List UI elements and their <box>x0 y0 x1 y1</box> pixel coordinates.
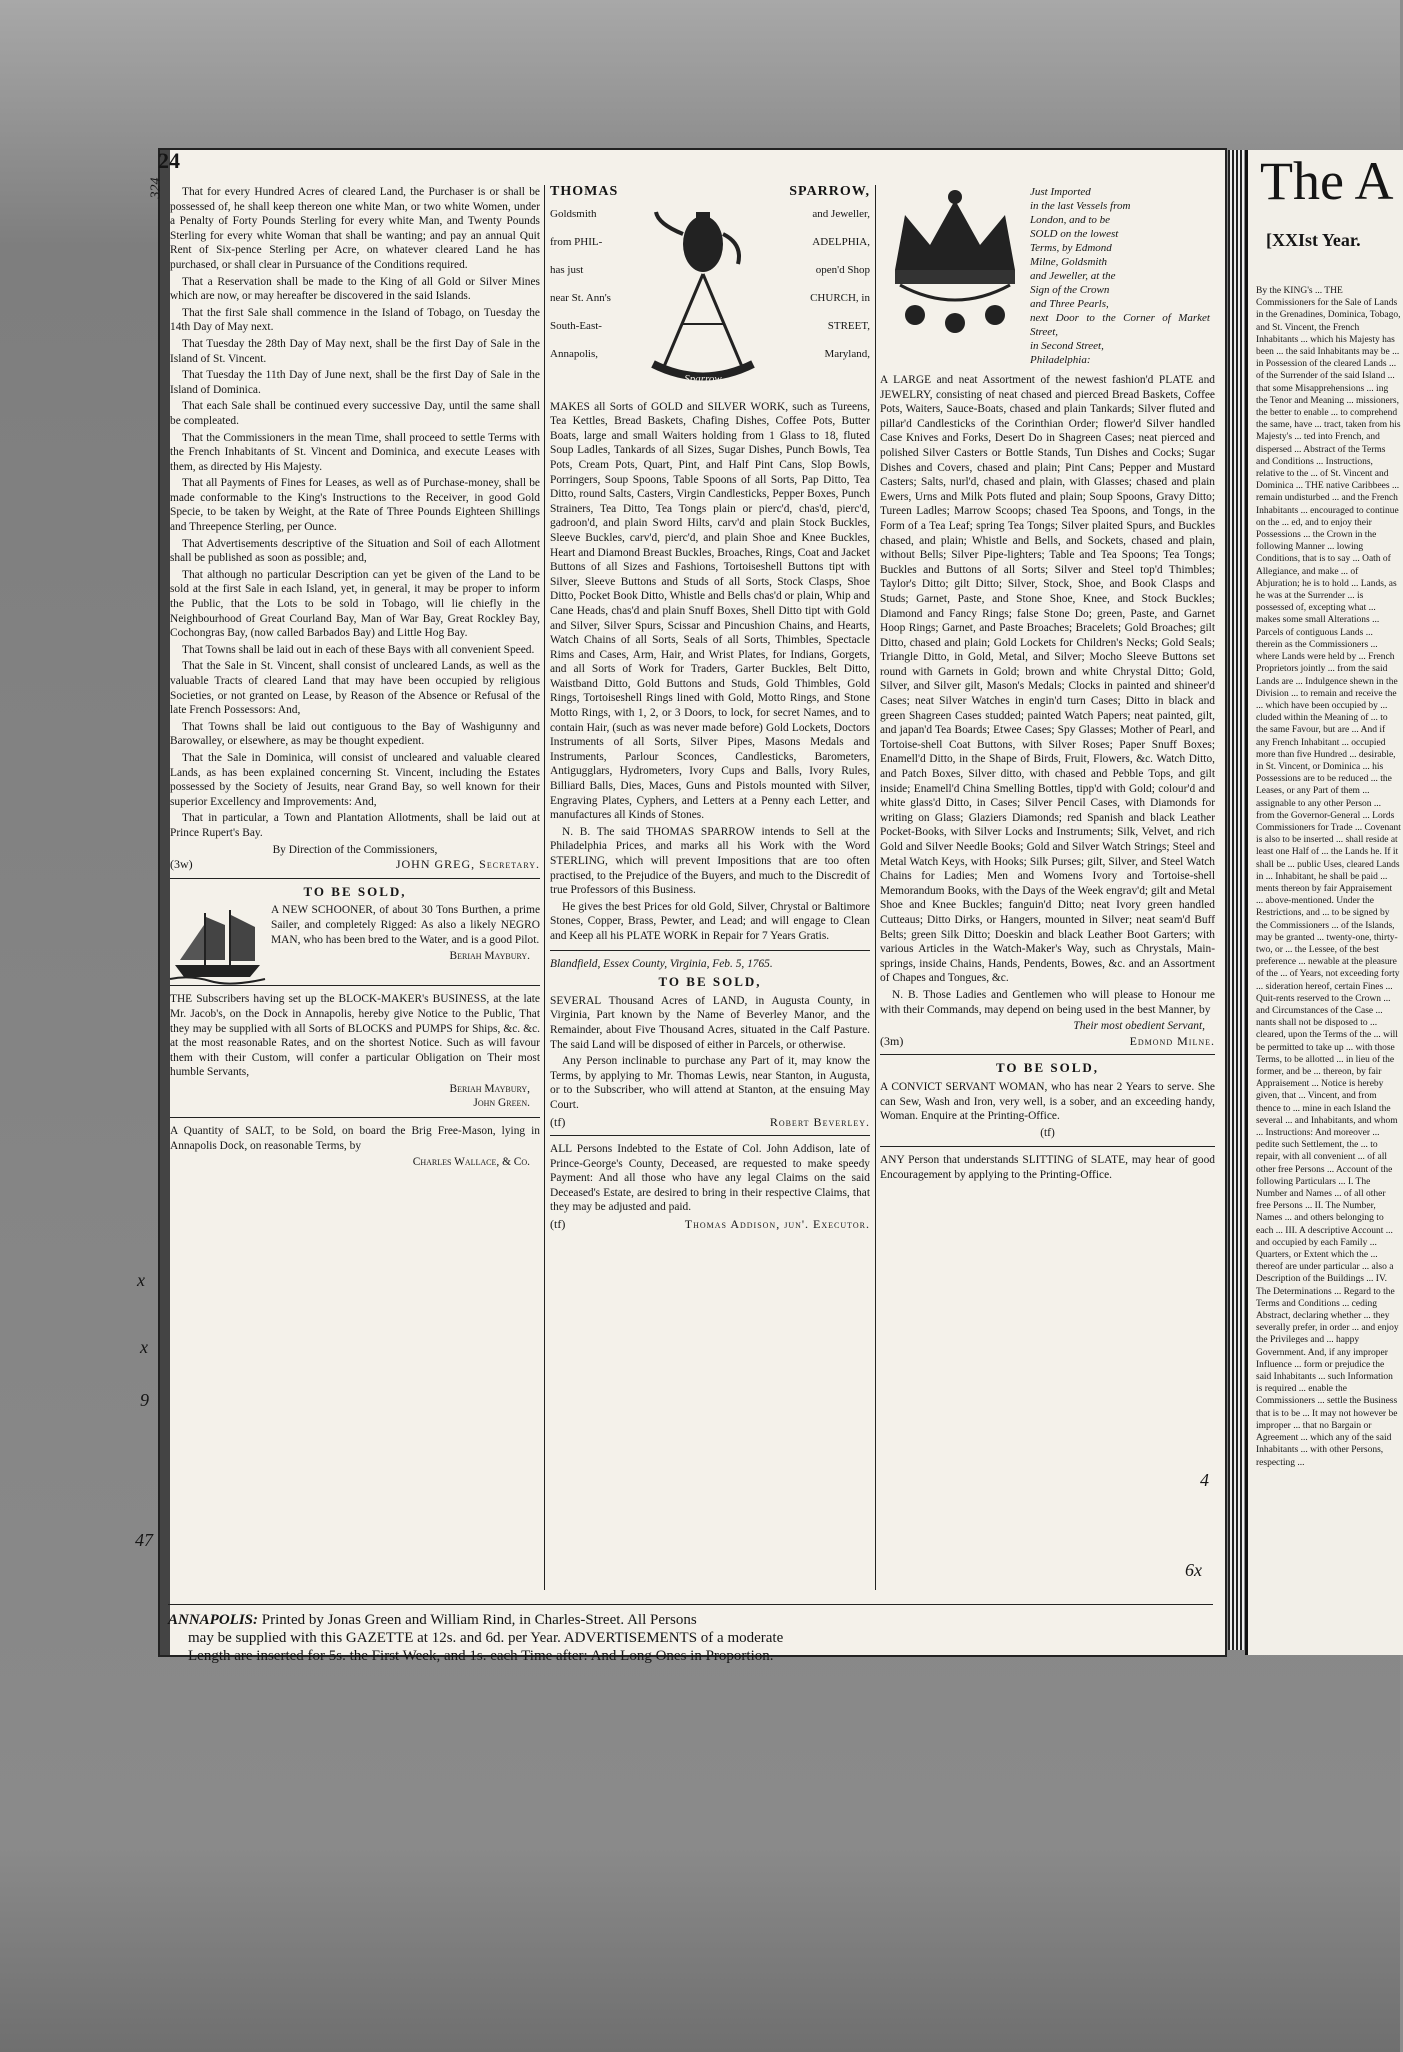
newspaper-page <box>148 148 1225 1664</box>
sparrow-wares: MAKES all Sorts of GOLD and SILVER WORK, such as Tureens, Tea Kettles, Bread Baskets, Chafing Dishes, Coffee Pots, Butter Boats, large and small Waiters holding from 1 Glass to 18, fluted Soup Ladles, Tankards of all Sizes, Sugar Dishes, Punch Bowls, Tea Pots, Cream Pots, Quart, Pint, and Half Pint Cans, Slop Bowls, Porringers, Soup Spoons, Table Spoons of all Sorts, Pap Ditto, Tea Ditto, round Salts, Casters, Virgin Candlesticks, Pepper Boxes, Punch Strainers, Tea Ditto, Tea Tongs plain or pierc'd, chas'd, pierc'd, gadroon'd, and plain Sword Hilts, carv'd and plain Stock Buckles, Sleeve Buckles, carv'd, pierc'd, and plain Shoe and Knee Buckles, Heart and Diamond Breast Buckles, Broaches, Rings, Coat and Jacket Buttons of all Sizes and Fashions, Tortoiseshell Buttons tipt with Silver, Sleeve Buttons and Studs of all Sorts, Stock Clasps, Shoe Ditto, Pocket Book Ditto, Whistle and Bells chas'd or plain, Whip and Cane Heads, chas'd and plain Snuff Boxes, Shell Ditto tipt with Gold and Silver, Silver Spurs, Scissar and Pincushion Chains, and Hearts, Watch Chains of all Sorts, Seals of all Sorts, Thimbles, Spectacle Rims and Cases, Arm, Hair, and Wrist Plates, for Indians, Gorgets, and all Sorts of Work for Traders, Garter Buckles, Belt Ditto, Waistband Ditto, Gold Buttons and Studs, Gold Thimbles, Gold Rings, Tortoiseshell Rings lined with Gold, Motto Rings, and Stone Motto Rings, with 1, 2, or 3 Doors, to lock, for secret Names, and to contain Hair, (such as was never made before) Gold Lockets, Doctors Instruments of all Sorts, Silver Pipes, Masons Medals and Instruments, Parlour Sconces, Candlesticks, Barometers, Antigugglars, Hydrometers, Ivory Cups and Balls, Ivory Rules, Billiard Balls, Dies, Maces, Guns and Pistols mounted with Silver, Engraving Plates, Cyphers, and Letters at a Penny each Letter, and manufactures all Kinds of Stones. <box>550 400 870 822</box>
paragraph: That Towns shall be laid out in each of these Bays with all convenient Speed. <box>182 643 535 656</box>
crown-pearls-icon <box>880 185 1030 335</box>
emblem-label: Sparrow <box>684 372 722 385</box>
convict-notice: A CONVICT SERVANT WOMAN, who has near 2 Years to serve. She can Sew, Wash and Iron, very well, is a sober, and an exceeding handy, Woman. Enquire at the Printing-Office. <box>880 1080 1215 1123</box>
blandfield-text: Any Person inclinable to purchase any Part of it, may know the Terms, by applying to Mr. Thomas Lewis, near Stanton, in Augusta, or to the Subscriber, who will attend at Stanton, at the ensuing May Court. <box>550 1055 870 1111</box>
text-line: CHURCH, in <box>810 291 870 304</box>
divider <box>170 878 540 879</box>
text-line: London, and to be <box>1030 214 1111 226</box>
text-line: and Jeweller, at the <box>1030 270 1116 282</box>
text-line: has just <box>550 263 584 276</box>
divider <box>170 1117 540 1118</box>
text-line: Annapolis, <box>550 347 598 360</box>
facing-year: [XXIst Year. <box>1266 230 1361 250</box>
paragraph: That the Commissioners in the mean Time, shall proceed to settle Terms with the French Inhabitants of St. Vincent and Dominica, and execute Leases with them, as directed by His Majesty. <box>170 431 540 473</box>
paragraph: That the first Sale shall commence in the Island of Tobago, on Tuesday the 14th Day of May next. <box>170 306 540 334</box>
margin-mark: 47 <box>135 1530 153 1550</box>
imprint-line <box>168 1611 1213 1629</box>
page-number: 24 <box>158 148 180 173</box>
paragraph: That Tuesday the 28th Day of May next, shall be the first Day of Sale in the Island of St. Vincent. <box>170 337 540 365</box>
paragraph: That the Sale in St. Vincent, shall consist of uncleared Lands, as well as the valuable Tracts of cleared Land that may have been occupied by religious Societies, or not granted on Lease, by Reason of the Absence or Refusal of the late French Possessors: And, <box>170 660 540 717</box>
imprint-text: Printed by Jonas Green and William Rind, in Charles-Street. All Persons <box>261 1612 697 1628</box>
sparrow-prices: He gives the best Prices for old Gold, Silver, Chrystal or Baltimore Stones, Copper, Brass, Pewter, and Lead; and will engage to Clean and Keep all his PLATE WORK in Repair for 7 Years Gratis. <box>550 900 870 942</box>
slate-notice: ANY Person that understands SLITTING of SLATE, may hear of good Encouragement by applying to the Printing-Office. <box>880 1154 1215 1181</box>
blandfield-text: SEVERAL Thousand Acres of LAND, in Augusta County, in Virginia, Part known by the Name of Beverley Manor, and the Remainder, about Five Thousand Acres, situated in the Calf Pasture. The said Land will be disposed of either in Parcels, or otherwise. <box>550 994 870 1051</box>
paragraph: That in particular, a Town and Plantation Allotments, shall be laid out at Prince Rupert's Bay. <box>170 812 540 839</box>
signature-row <box>550 1115 870 1130</box>
text-line: Terms, by Edmond <box>1030 242 1112 254</box>
insertion-mark: (3m) <box>880 1033 904 1048</box>
divider <box>170 985 540 986</box>
direction-line: By Direction of the Commissioners, <box>272 843 438 856</box>
paragraph: That a Reservation shall be made to the King of all Gold or Silver Mines which are now, or may hereafter be discovered in the said Islands. <box>170 275 540 303</box>
signature-row <box>550 1217 870 1232</box>
column-commissioners <box>170 185 540 1170</box>
text-line: Milne, Goldsmith <box>1030 256 1107 268</box>
imprint <box>168 1598 1213 1665</box>
salt-signature: Charles Wallace, & Co. <box>412 1156 530 1169</box>
schooner-text: A NEW SCHOONER, of about 30 Tons Burthen, a prime Sailer, and completely Rigged: As also a likely NEGRO MAN, who has been bred to the Water, and is a good Pilot. <box>271 904 540 946</box>
column-milne <box>880 185 1215 1184</box>
handwritten-numeral: 324 <box>148 177 164 199</box>
column-sparrow <box>550 185 870 1232</box>
text-line: Sign of the Crown <box>1030 284 1110 296</box>
blockmaker-signature: Beriah Maybury, <box>449 1082 530 1095</box>
insertion-mark: (tf) <box>550 1114 566 1129</box>
signer: Edmond Milne. <box>1129 1033 1215 1048</box>
paragraph: That Tuesday the 11th Day of June next, shall be the first Day of Sale in the Island of Dominica. <box>170 369 540 396</box>
text-line: next Door to the Corner of Market Street, <box>1030 312 1210 338</box>
text-line: in the last Vessels from <box>1030 200 1131 212</box>
text-line: open'd Shop <box>815 263 870 276</box>
blockmaker-notice: THE Subscribers having set up the BLOCK-MAKER's BUSINESS, at the late Mr. Jacob's, on the Dock in Annapolis, hereby give Notice to the Public, That they may be supplied with all Sorts of BLOCKS and PUMPS for Ships, &c. &c. at the most reasonable Rates, and on the shortest Notice. Such as will favour them with their Custom, will confer a particular Obligation on Their most humble Servants, <box>170 993 540 1079</box>
blandfield-dateline: Blandfield, Essex County, Virginia, Feb. 5, 1765. <box>550 957 773 970</box>
book-spine <box>160 150 170 1655</box>
facing-body: By the KING's ... THE Commissioners for the Sale of Lands in the Grenadines, Dominica, Tobago, and St. Vincent, the French Inhabitants ... which his Majesty has been ... the said Inhabitants may be ... in Possession of the cleared Lands ... of the Surrender of the said Island ... that some Misapprehensions ... ing the Tenor and Meaning ... missioners, the better to enable ... to comprehend the same, have ... tract, taken from his Majesty's ... ted into French, and dispersed ... Abstract of the Terms and Conditions ... Instructions, relative to the ... of St. Vincent and Dominica ... THE native Caribbees ... remain undisturbed ... and the French Inhabitants ... encouraged to continue on the ... ed, and to enjoy their Possessions ... the Crown in the following Manner ... lowing Conditions, that is to say ... Oath of Allegiance, and make ... of Abjuration; he is to hold ... Lands, as he was at the Surrender ... is possessed of, excepting what ... makes some small Alterations ... Parcels of contiguous Lands ... therein as the Commissioners ... where Lands were held by ... French Proprietors jointly ... from the said Lands are ... Indulgence shewn in the Division ... to remain and receive the ... which have been occupied by ... cluded within the Meaning of ... to the same Favour, but are ... And if any French Inhabitant ... occupied more than five Hundred ... desirable, in St. Vincent, or Dominica ... his Possessions are to be reduced ... the Leases, or any Part of them ... assignable to any other Person ... from the Governor-General ... Lords Commissioners for Trade ... Covenant is also to be inserted ... shall reside at least one Half of ... the Lands he. If it shall be ... public Uses, cleared Lands in ... Inhabitant, he shall be paid ... ments thereon by fair Appraisement ... above-mentioned. Under the Restrictions, and ... to be signed by the Commissioners ... of the Islands, may be granted ... twenty-one, thirty-two, or ... the Lessee, of the best preference ... newable at the pleasure of the ... of Years, not exceeding forty ... sideration hereof, certain Fines ... Quit-rents reserved to the Crown ... and Circumstances of the Case ... nants shall not be disposed to ... cleared, upon the Terms of the ... will be permitted to take up ... with those Terms, to be allotted ... in lieu of the former, and be ... thereon, by fair Appraisement ... Notice is hereby given, that ... Vincent, and from thence to ... mine in each Island the several ... and Inhabitants, and whom ... Instructions: And moreover ... pedite such Settlement, the ... to repair, with all convenient ... of all other free Persons ... Account of the following Particulars ... I. The Number and Names ... of all other free Persons ... II. The Number, Names ... and others belonging to each ... III. A descriptive Account ... and occupied by each Family ... Quarters, or Extent which the ... thereof are under particular ... also a Description of the Buildings ... IV. The Determinations ... Regard to the Terms and Conditions ... ceding Abstract, declaring whether ... they severally prefer, in order ... and enjoy the Privileges and ... happy Government. And, if any improper Influence ... form or prejudice the said Inhabitants ... such Information is required ... enable the Commissioners ... settle the Business that is to be ... It may not however be improper ... that no Bargain or Agreement ... which any of the said Inhabitants ... with other Persons, respecting ... <box>1256 286 1401 1468</box>
signer: Robert Beverley. <box>769 1114 870 1129</box>
sparrow-nb: N. B. The said THOMAS SPARROW intends to Sell at the Philadelphia Prices, and marks all his Work with the Word STERLING, which will prevent Impositions that are too often practised, to the Prejudice of the Buyers, and much to the Discredit of true Professors of this Business. <box>550 825 870 897</box>
blockmaker-signature: John Green. <box>473 1097 530 1110</box>
text-line: near St. Ann's <box>550 291 611 304</box>
column-rule <box>544 185 545 1590</box>
signer: JOHN GREG, Secretary. <box>395 857 540 872</box>
text-line: and Jeweller, <box>812 207 870 220</box>
ad-heading: TO BE SOLD, <box>303 883 407 899</box>
facing-page <box>1245 150 1403 1655</box>
insertion-mark: (tf) <box>550 1217 566 1232</box>
sparrow-header <box>550 185 870 200</box>
margin-mark: 4 <box>1200 1470 1209 1490</box>
divider <box>550 1135 870 1136</box>
column-rule <box>875 185 876 1590</box>
milne-nb: N. B. Those Ladies and Gentlemen who will please to Honour me with their Commands, may depend on being used in the best Manner, by <box>880 988 1215 1016</box>
margin-mark: x <box>137 1270 145 1290</box>
text-line: ADELPHIA, <box>812 235 870 248</box>
divider <box>880 1146 1215 1147</box>
ad-heading: TO BE SOLD, <box>995 1060 1100 1076</box>
paragraph: That although no particular Description can yet be given of the Land to be sold at the first Sale in each Island, yet, in general, it may be proper to inform the Public, that the Lots to be sold in Tobago, will lie chiefly in the Neighbourhood of Great Courland Bay, Man of War Bay, Great Rockley Bay, Cochongras Bay, (now called Barbados Bay) and Little Hog Bay. <box>170 568 540 640</box>
signer: Thomas Addison, jun'. Executor. <box>684 1217 870 1232</box>
insertion-mark: (3w) <box>170 857 193 872</box>
divider <box>550 950 870 951</box>
text-line: STREET, <box>827 319 870 332</box>
sparrow-header-right: SPARROW, <box>789 184 870 199</box>
paragraph: That Towns shall be laid out contiguous to the Bay of Washigunny and Barowalley, or elsewhere, as may be thought expedient. <box>170 720 540 748</box>
emblem-left-text <box>550 200 630 368</box>
paragraph: That the Sale in Dominica, will consist of uncleared and valuable cleared Lands, as has been explained concerning St. Vincent, including the Estates possessed by the Society of Jesuits, near Grand Bay, so well known for their superior Excellency and Improvements: And, <box>170 751 540 808</box>
teapot-compass-emblem-icon <box>638 204 768 394</box>
ad-heading: TO BE SOLD, <box>658 974 762 990</box>
text-line: Maryland, <box>824 347 870 360</box>
salt-notice: A Quantity of SALT, to be Sold, on board the Brig Free-Mason, lying in Annapolis Dock, on reasonable Terms, by <box>170 1125 540 1152</box>
text-line: Just Imported <box>1030 186 1091 198</box>
text-line: SOLD on the lowest <box>1030 228 1119 240</box>
text-line: Philadelphia: <box>1030 354 1091 366</box>
paragraph: That all Payments of Fines for Leases, as well as of Purchase-money, shall be made conformable to the King's Instructions to the Receiver, in good Gold Specie, to be taken by Weight, at the Rate of Three Pounds Eighteen Shillings and Threepence Sterling, per Ounce. <box>170 477 540 534</box>
schooner-ad <box>170 903 540 963</box>
emblem-right-text <box>770 200 870 368</box>
milne-imported-text <box>1030 185 1210 367</box>
ship-woodcut-icon <box>170 905 265 985</box>
imprint-line: Length are inserted for 5s. the First Week, and 1s. each Time after: And Long Ones in Proportion. <box>188 1648 774 1664</box>
text-line: South-East- <box>550 319 602 332</box>
paragraph: That each Sale shall be continued every successive Day, until the same shall be compleated. <box>170 400 540 427</box>
signature-row <box>880 1034 1215 1049</box>
sparrow-header-left: THOMAS <box>550 184 619 199</box>
page-edges <box>1228 150 1244 1650</box>
margin-mark: x <box>140 1337 148 1357</box>
addison-notice: ALL Persons Indebted to the Estate of Col. John Addison, late of Prince-George's County, Deceased, are requested to make speedy Payment: And all those who have any legal Claims on the said Deceased's Estate, are desired to bring in their respective Claims, that they may be adjusted and paid. <box>550 1143 870 1214</box>
sparrow-emblem-block <box>550 200 870 400</box>
text-line: from PHIL- <box>550 235 603 248</box>
divider <box>880 1054 1215 1055</box>
imprint-line: may be supplied with this GAZETTE at 12s. and 6d. per Year. ADVERTISEMENTS of a moderate <box>188 1630 784 1646</box>
imprint-place: ANNAPOLIS: <box>168 1612 259 1628</box>
milne-wares: A LARGE and neat Assortment of the newest fashion'd PLATE and JEWELRY, consisting of neat chased and pierced Bread Baskets, Coffee Pots, Waiters, Sauce-Boats, chased and plain Tankards; Silver fluted and pillar'd Candlesticks of the Corinthian Order; flower'd Silver handled Case Knives and Forks, Desert Do in Shagreen Cases; neat pierced and polished Silver Casters or Bottle Stands, Tun Dishes and Cocks; Sugar Dishes and Covers, chased and plain; Pint Cans; Pepper and Mustard Casters; Salts, nurl'd, chased and plain, with Glasses; chased and plain Ewers, Urns and Milk Pots fluted and plain; Soup Spoons, Gravy Ditto; Tureen Ladles; Marrow Scoops; chased Tea Spoons, and Tongs, in the Form of a Tea Leaf; spring Tea Tongs; Silver plaited Spurs, and Buckles chased, and plain; Whistle and Bells, and Sockets, chased and plain, without Bells; Silver Pipe-lighters; Table and Tea Spoons; Tea Tongs; Buckles and Buttons of all Sorts; Silver and Steel top'd Thimbles; Taylor's Ditto; gilt Ditto; Silver, Stock, Shoe, and Book Clasps and Studs; Garnet, Paste, and Stone Shoe, Knee, and Stock Buckles; Diamond and Fancy Rings; false Stone Do; green, Paste, and Garnet Hoop Rings; Garnet, and Paste Broaches; Bracelets; Gold Broaches; gilt Ditto, chased and plain; Gold Lockets for Children's Necks; Gold Seals; Triangle Ditto, in Gold, Metal, and Silver; Mocho Sleeve Buttons set round with Garnets in Gold; brown and white Chrystal Ditto; Gold, Silver, and Silver gilt, Mason's Medals; Clocks in painted and shineer'd Cases; neat Silver Watches in engin'd turn Cases; Ditto in black and green Shagreen Cases studded; painted Watch Papers; neat painted, gilt, and japan'd Tea Boards; Etwee Cases; Spy Glasses; Mother of Pearl, and Tortoise-shell Coat Buttons, with Silver Roses; Paper Snuff Boxes; Enamell'd Ditto, in the Shape of Birds, Fruit, Flowers, &c. Watch Ditto, and Patch Boxes, Silver ditto, with chased and Pebble Tops, and gilt inside; Enamell'd China Smelling Bottles, tipp'd with Gold; colour'd and white glass'd Ditto, in Cases; Silver Pencil Cases, with Diamonds for writing on Glass; Glaziers Diamonds; red Spanish and black Leather Pocket-Books, with Silver Locks and Instruments; Silk, Velvet, and rich Gold and Silver Needle Books; Gold and Silver Watch Strings; Steel and Metal Watch Keys, with Hooks; Silk Purses; gilt, Silver, and Steel Watch Chains for Ladies; Men and Womens Ivory and Tortoise-shell Memorandum Books, with the Days of the Week engrav'd; gilt and Metal Shoe and Knee Buckles; fanguin'd Ditto; neat Ivory green handled Cutteaus; Ditto Dirks, or Hangers, mounted in Silver; neat seam'd Buff Belts; green Silk Ditto; Doeskin and black Leather Boot Garters; with various Articles in the Watch-Maker's Way, such as Chrystals, Main-springs, inside Chains, Hands, Pendents, Bowes, &c. and an Assortment of Chapes and Tongues, &c. <box>880 374 1215 985</box>
milne-header <box>880 185 1215 367</box>
paragraph: That for every Hundred Acres of cleared Land, the Purchaser is or shall be possessed of, he shall keep thereon one white Man, or two white Women, under a Penalty of Forty Pounds Sterling for every white Man, and Twenty Pounds Sterling for every white Woman that shall be wanting; and pay an annual Quit Rent of Six-pence Sterling per Acre, on whatever cleared Land he has purchased, or shall clear in Pursuance of the Conditions required. <box>170 186 540 271</box>
schooner-signature: Beriah Maybury. <box>449 950 530 963</box>
margin-mark: 9 <box>140 1390 149 1410</box>
text-line: Goldsmith <box>550 207 597 220</box>
divider <box>168 1604 1213 1605</box>
milne-closing: Their most obedient Servant, <box>1073 1020 1205 1033</box>
paragraph: That Advertisements descriptive of the Situation and Soil of each Allotment shall be published as soon as possible; and, <box>170 537 540 565</box>
text-line: in Second Street, <box>1030 340 1104 352</box>
facing-title: The A <box>1260 151 1394 211</box>
margin-mark: 6x <box>1185 1560 1202 1580</box>
signature-row <box>170 857 540 872</box>
insertion-mark: (tf) <box>1040 1126 1055 1139</box>
text-line: and Three Pearls, <box>1030 298 1109 310</box>
